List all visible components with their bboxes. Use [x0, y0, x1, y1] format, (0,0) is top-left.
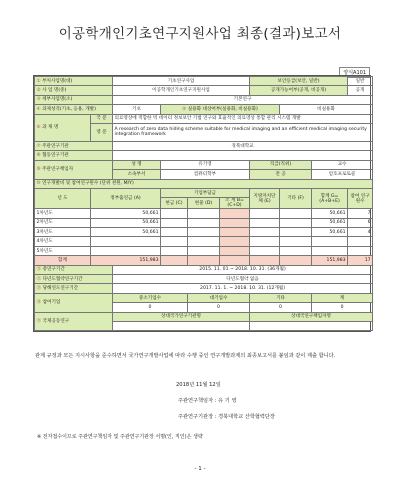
row-budget-section [35, 179, 373, 188]
table-cell [220, 237, 250, 246]
row-intl-head [35, 312, 373, 321]
item-number: ③ [36, 97, 41, 103]
table-cell: 기업부담금 [161, 188, 250, 197]
table-cell [188, 218, 220, 227]
table-cell: 계 [312, 293, 373, 302]
table-cell [35, 284, 113, 293]
table-cell [35, 293, 113, 312]
item-number: ② [36, 88, 41, 94]
field-text: 주관연구책임자 : [178, 398, 217, 404]
row-total-period [35, 265, 373, 274]
table-cell [91, 237, 161, 246]
table-cell: 2차년도 [35, 218, 91, 227]
table-cell: 50,661 [91, 228, 161, 237]
row-department [35, 77, 373, 86]
field-text: 참여기업 [42, 300, 61, 306]
table-cell [250, 228, 280, 237]
field-text: 협동연구기관 [42, 153, 69, 159]
budget-row-1 [35, 209, 373, 218]
table-cell: 일반 [348, 77, 373, 86]
table-cell: 현물 (D) [188, 198, 220, 209]
table-cell [91, 246, 161, 255]
table-cell: 영 문 [91, 123, 113, 141]
table-cell: 7 [348, 209, 373, 218]
field-text: 국제공동연구 [42, 318, 70, 324]
table-cell [280, 237, 312, 246]
table-cell [312, 237, 348, 246]
table-cell: 1차년도 [35, 209, 91, 218]
table-cell [250, 246, 280, 255]
budget-row-3 [35, 228, 373, 237]
table-cell [161, 237, 188, 246]
row-detail [35, 95, 373, 104]
table-cell: 암호프로토콜 [312, 170, 373, 179]
signature-pi [178, 397, 236, 404]
table-cell: 성 명 [113, 160, 161, 169]
table-cell: 유기영 [161, 160, 250, 169]
table-cell [348, 237, 373, 246]
table-cell [161, 209, 188, 218]
table-cell [188, 237, 220, 246]
field-text: 사 업 명(중) [42, 88, 67, 94]
table-cell [250, 209, 280, 218]
table-cell: 0 [113, 303, 188, 312]
field-text: 과 제 명 [42, 125, 59, 131]
item-number: ⑦ [36, 143, 41, 149]
item-number: ⑧ [36, 153, 41, 159]
table-cell: 50,661 [312, 218, 348, 227]
table-cell [35, 86, 113, 95]
table-cell: 합계 G=(A+B+E) [312, 188, 348, 208]
row-field [35, 105, 373, 114]
table-cell: 50,661 [91, 209, 161, 218]
table-cell [312, 246, 348, 255]
table-cell [220, 228, 250, 237]
table-cell [188, 228, 220, 237]
table-cell [35, 275, 113, 284]
field-text: 다년도협약연구기간 [42, 276, 83, 282]
table-cell [113, 151, 373, 160]
table-cell [161, 218, 188, 227]
table-cell: 정부출연금 (A) [91, 188, 161, 208]
table-cell: 합계 [35, 256, 91, 265]
table-cell [250, 256, 280, 265]
field-text: 총연구기간 [42, 267, 65, 273]
item-number: ⑫ [36, 276, 42, 282]
item-number: ⑬ [36, 286, 42, 292]
table-cell [280, 246, 312, 255]
table-cell: 4차년도 [35, 237, 91, 246]
table-cell: 0 [188, 303, 250, 312]
table-cell: 직급(직위) [250, 160, 312, 169]
item-number: ⑪ [36, 267, 42, 273]
table-cell: 2017. 11. 1. ~ 2018. 10. 31. (12개월) [113, 284, 373, 293]
table-cell [188, 246, 220, 255]
table-cell: 공개가능여부(공개, 비공개) [250, 86, 348, 95]
table-cell [250, 218, 280, 227]
field-text: 주관연구기관 [42, 143, 69, 149]
table-cell: 의료영상에 적합한 빅 데이터 정보보안 기법 연구와 효율적인 의료영상 통합 관리 시스템 개발 [113, 114, 373, 123]
row-project [35, 86, 373, 95]
row-companies-head [35, 293, 373, 302]
table-cell: 151,983 [312, 256, 348, 265]
table-cell: 17 [348, 256, 373, 265]
field-text: 주관연구책임자 [42, 167, 74, 173]
table-cell: 공개 [348, 86, 373, 95]
field-text: 당해연도연구기간 [42, 286, 79, 292]
row-task-kor [35, 114, 373, 123]
item-number: ⑩ [36, 181, 41, 187]
table-cell: 경북대학교 [113, 141, 373, 150]
report-date: 2018년 11월 12일 [176, 382, 221, 388]
table-cell: A research of zero data hiding scheme suitable for medical imaging and an efficient medical imaging security integration framework [113, 123, 373, 141]
field-text: 연구개발비 및 참여연구원수 (단위 천원, M/Y) [42, 181, 134, 187]
table-cell: 교수 [312, 160, 373, 169]
item-number: ⑨ [36, 167, 41, 173]
table-cell [220, 209, 250, 218]
item-number: ⑭ [36, 300, 42, 306]
table-cell [280, 256, 312, 265]
field-text: 주관연구기관장 : [178, 414, 217, 420]
table-cell: 상대국가연구기관명 [113, 312, 250, 321]
form-id-badge: 양식A101 [339, 67, 370, 78]
table-cell: 0 [312, 303, 373, 312]
report-title: 이공학개인기초연구지원사업 최종(결과)보고서 [58, 26, 342, 42]
table-cell: 년 도 [35, 188, 91, 208]
table-cell [280, 209, 312, 218]
table-cell [35, 95, 113, 104]
statement-text: 관계 규정과 모든 지시사항을 준수하면서 국가연구개발사업에 따라 수행 중인 연구개발과제의 최종보고서를 붙임과 같이 제출 합니다. [35, 353, 336, 359]
table-cell: 5차년도 [35, 246, 91, 255]
table-cell: 참여 연구원수 [348, 188, 373, 208]
row-pi-name [35, 160, 373, 169]
table-cell [188, 209, 220, 218]
table-cell: 기타 [250, 293, 312, 302]
table-cell [188, 256, 220, 265]
table-cell [250, 321, 373, 330]
table-cell: 4 [348, 228, 373, 237]
table-cell: 50,661 [312, 228, 348, 237]
table-cell [161, 105, 280, 114]
table-cell: 기타 (F) [280, 188, 312, 208]
table-cell: 전 공 [250, 170, 312, 179]
table-cell: 다년도협약 없음 [113, 275, 373, 284]
table-cell: 보안등급(보안, 일반) [250, 77, 348, 86]
table-cell: 6 [348, 218, 373, 227]
table-cell: 비실용화 [280, 105, 373, 114]
table-cell [220, 256, 250, 265]
item-number: ① [36, 78, 41, 84]
table-cell: 2015. 11. 01 ~ 2018. 10. 31. (36개월) [113, 265, 373, 274]
budget-row-5 [35, 246, 373, 255]
budget-row-4 [35, 237, 373, 246]
table-cell: 기초연구사업 [113, 77, 250, 86]
table-cell [35, 265, 113, 274]
table-cell [280, 218, 312, 227]
table-cell [348, 246, 373, 255]
budget-header-1 [35, 188, 373, 197]
table-cell [35, 312, 113, 331]
info-table [34, 76, 373, 331]
table-cell [161, 256, 188, 265]
report-form [33, 75, 371, 332]
table-cell [161, 228, 188, 237]
table-cell: 50,661 [312, 209, 348, 218]
table-cell [35, 141, 113, 150]
signature-org [178, 413, 275, 420]
table-cell [220, 246, 250, 255]
table-cell [35, 77, 113, 86]
table-cell [35, 151, 113, 160]
table-cell [113, 321, 250, 330]
table-cell: 지방자치단체 (E) [250, 188, 280, 208]
table-cell [220, 218, 250, 227]
field-text: 세부사업명(소) [42, 97, 73, 103]
table-cell: 151,983 [91, 256, 161, 265]
table-cell: 대기업수 [188, 293, 250, 302]
table-cell [161, 246, 188, 255]
row-multi-period [35, 275, 373, 284]
footnote: ※ 전자접수이므로 주관연구책임자 및 주관연구기관장 서명(인, 직인)은 생략 [37, 434, 203, 440]
field-text: 부처사업명(대) [42, 78, 73, 84]
table-cell [35, 114, 91, 141]
table-cell: 컴퓨터학부 [161, 170, 250, 179]
field-text: 실용화 대상여부(실용화, 비실용화) [187, 106, 258, 112]
field-text: 경북대학교 산학협력단장 [218, 414, 275, 420]
table-cell: 국 문 [91, 114, 113, 123]
row-org [35, 141, 373, 150]
table-cell [250, 237, 280, 246]
item-number: ⑤ [182, 106, 187, 112]
table-cell [280, 228, 312, 237]
row-current-period [35, 284, 373, 293]
table-cell: 이공학개인기초연구지원사업 [113, 86, 250, 95]
table-cell: 50,661 [91, 218, 161, 227]
table-cell: 중소기업수 [113, 293, 188, 302]
table-cell: 기초 [113, 105, 161, 114]
table-cell: 소속부서 [113, 170, 161, 179]
row-coop [35, 151, 373, 160]
item-number: ⑥ [36, 125, 41, 131]
field-text: 과제성격(기초, 응용, 개발) [42, 106, 96, 112]
table-cell: 현금 (C) [161, 198, 188, 209]
budget-row-sum [35, 256, 373, 265]
table-cell: 3차년도 [35, 228, 91, 237]
table-cell: 기본연구 [113, 95, 373, 104]
page-number: - 1 - [194, 466, 206, 472]
budget-row-2 [35, 218, 373, 227]
item-number: ④ [36, 106, 41, 112]
field-text: 유 기 영 [218, 398, 237, 404]
table-cell [35, 179, 373, 188]
item-number: ⑮ [36, 318, 42, 324]
table-cell [35, 160, 113, 179]
table-cell: 0 [250, 303, 312, 312]
table-cell [35, 105, 113, 114]
table-cell: 상대국연구책임자명 [250, 312, 373, 321]
table-cell: 소 계 B=(C+D) [220, 198, 250, 209]
